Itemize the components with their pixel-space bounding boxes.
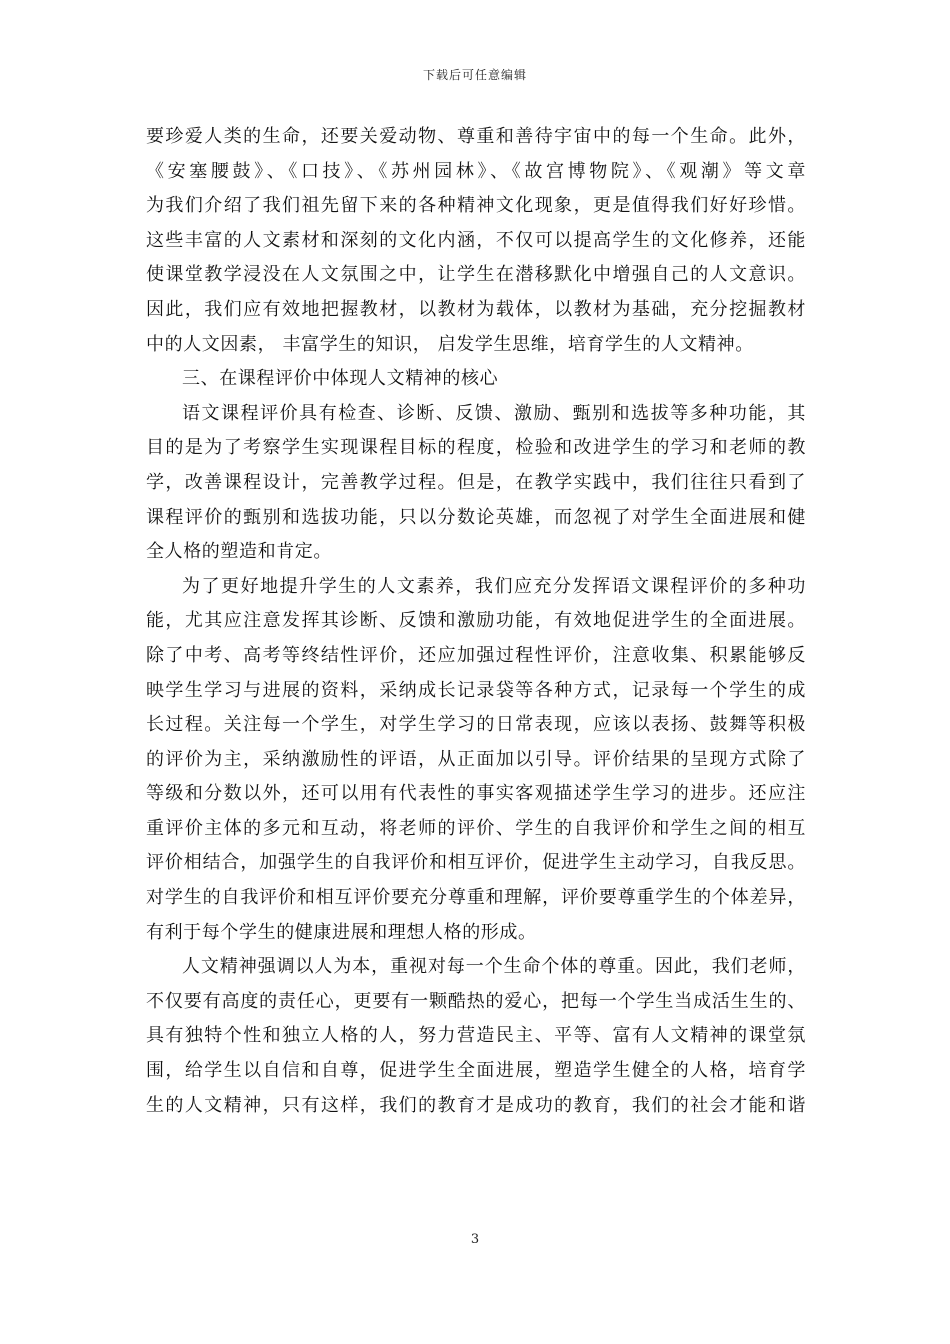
text-line: 对学生的自我评价和相互评价要充分尊重和理解，评价要尊重学生的个体差异， [146, 887, 806, 909]
text-line: 有利于每个学生的健康进展和理想人格的形成。 [146, 921, 537, 943]
text-line: 人文精神强调以人为本，重视对每一个生命个体的尊重。因此，我们老师， [182, 956, 806, 978]
text-line: 重评价主体的多元和互动，将老师的评价、学生的自我评价和学生之间的相互 [146, 817, 806, 839]
text-line: 映学生学习与进展的资料，采纳成长记录袋等各种方式，记录每一个学生的成 [146, 679, 806, 701]
document-body [146, 120, 806, 1123]
text-line: 为了更好地提升学生的人文素养，我们应充分发挥语文课程评价的多种功 [182, 575, 806, 597]
text-line: 要珍爱人类的生命，还要关爱动物、尊重和善待宇宙中的每一个生命。此外， [146, 126, 806, 147]
text-line: 因此，我们应有效地把握教材，以教材为载体，以教材为基础，充分挖掘教材 [146, 298, 806, 320]
text-line: 具有独特个性和独立人格的人，努力营造民主、平等、富有人文精神的课堂氛 [146, 1025, 806, 1047]
text-line: 评价相结合，加强学生的自我评价和相互评价，促进学生主动学习，自我反思。 [146, 852, 806, 874]
text-line: 课程评价的甄别和选拔功能，只以分数论英雄，而忽视了对学生全面进展和健 [146, 506, 806, 528]
page-header: 下载后可任意编辑 [422, 68, 527, 82]
text-line: 的评价为主，采纳激励性的评语，从正面加以引导。评价结果的呈现方式除了 [146, 748, 806, 770]
text-line: 中的人文因素， 丰富学生的知识， 启发学生思维，培育学生的人文精神。 [146, 333, 754, 355]
text-line: 为我们介绍了我们祖先留下来的各种精神文化现象，更是值得我们好好珍惜。 [146, 195, 806, 217]
text-line: 使课堂教学浸没在人文氛围之中，让学生在潜移默化中增强自己的人文意识。 [146, 264, 806, 286]
text-line: 围，给学生以自信和自尊，促进学生全面进展，塑造学生健全的人格，培育学 [146, 1060, 806, 1082]
text-line: 学，改善课程设计，完善教学过程。但是，在教学实践中，我们往往只看到了 [146, 471, 806, 493]
text-line: 不仅要有高度的责任心，更要有一颗酷热的爱心，把每一个学生当成活生生的、 [146, 990, 806, 1012]
text-line: 能，尤其应注意发挥其诊断、反馈和激励功能，有效地促进学生的全面进展。 [146, 610, 806, 632]
section-heading: 三、在课程评价中体现人文精神的核心 [182, 368, 499, 390]
text-line: 《安塞腰鼓》、《口技》、《苏州园林》、《故宫博物院》、《观潮》等文章 [146, 160, 806, 182]
text-line: 生的人文精神，只有这样，我们的教育才是成功的教育，我们的社会才能和谐 [146, 1094, 806, 1116]
text-line: 除了中考、高考等终结性评价，还应加强过程性评价，注意收集、积累能够反 [146, 644, 806, 666]
text-line: 全人格的塑造和肯定。 [146, 541, 332, 563]
page-number: 3 [470, 1232, 480, 1247]
text-line: 长过程。关注每一个学生，对学生学习的日常表现，应该以表扬、鼓舞等积极 [146, 714, 806, 736]
text-line: 语文课程评价具有检查、诊断、反馈、激励、甄别和选拔等多种功能，其 [182, 402, 806, 424]
text-line: 这些丰富的人文素材和深刻的文化内涵，不仅可以提高学生的文化修养，还能 [146, 229, 806, 251]
text-line: 等级和分数以外，还可以用有代表性的事实客观描述学生学习的进步。还应注 [146, 783, 806, 805]
text-line: 目的是为了考察学生实现课程目标的程度，检验和改进学生的学习和老师的教 [146, 437, 806, 459]
